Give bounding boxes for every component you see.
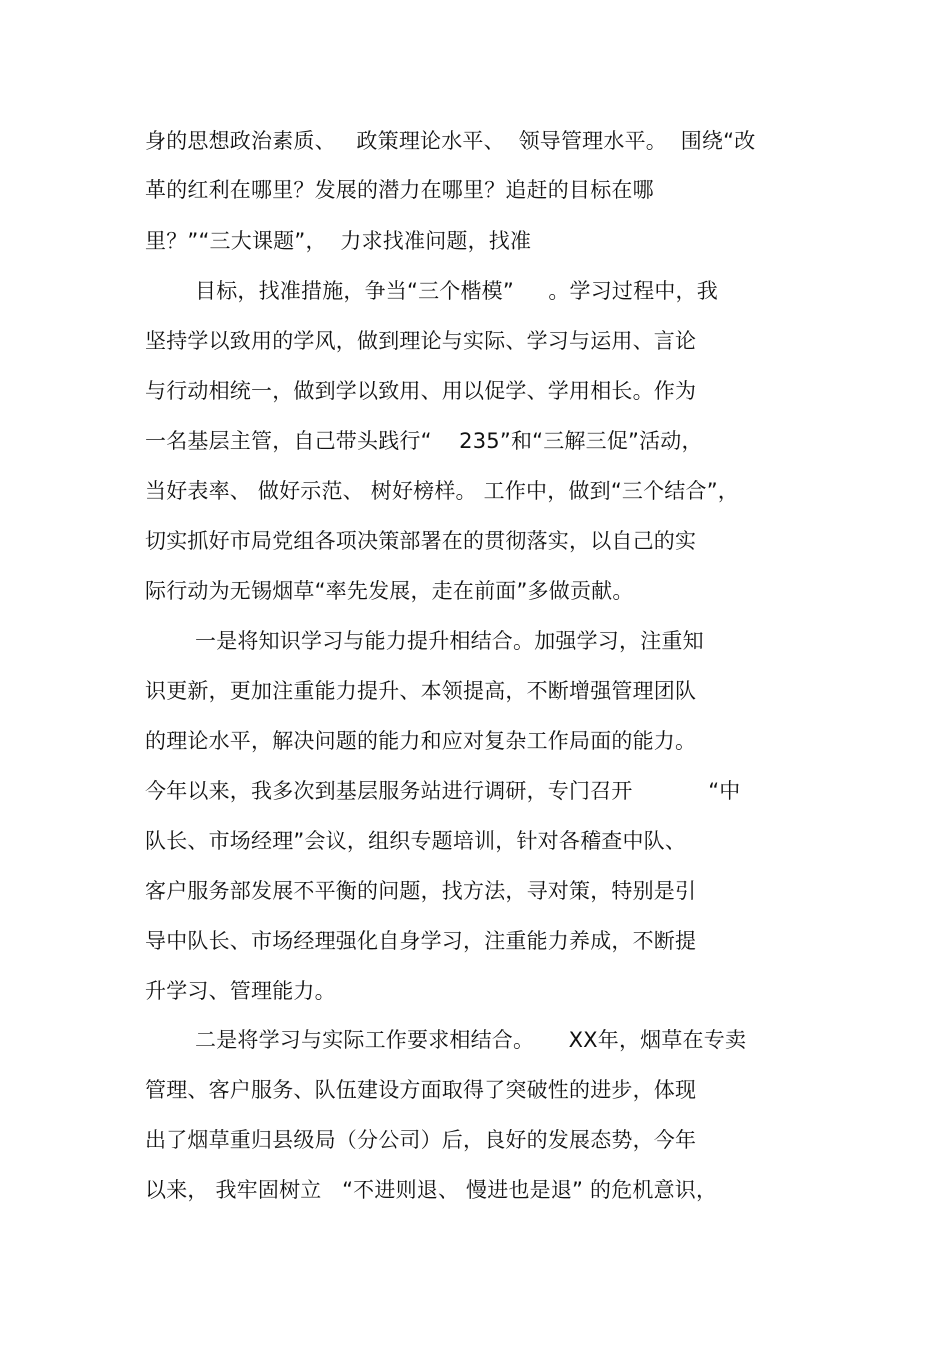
- text-line: 目标，找准措施，争当“三个楷模” 。学习过程中，我: [195, 279, 718, 303]
- text-line: 坚持学以致用的学风，做到理论与实际、学习与运用、言论: [145, 329, 697, 353]
- text-line: 今年以来，我多次到基层服务站进行调研，专门召开 “中: [145, 779, 741, 803]
- text-line: 当好表率、 做好示范、 树好榜样。 工作中，做到“三个结合”，: [145, 479, 739, 503]
- text-line: 际行动为无锡烟草“率先发展，走在前面”多做贡献。: [145, 579, 634, 603]
- text-line: 队长、市场经理”会议，组织专题培训，针对各稽查中队、: [145, 829, 687, 853]
- text-line: 以来， 我牢固树立 “不进则退、 慢进也是退” 的危机意识，: [145, 1178, 718, 1202]
- text-line: 识更新，更加注重能力提升、本领提高，不断增强管理团队: [145, 679, 697, 703]
- text-line: 客户服务部发展不平衡的问题，找方法，寻对策，特别是引: [145, 879, 697, 903]
- text-line: 导中队长、市场经理强化自身学习，注重能力养成，不断提: [145, 929, 697, 953]
- text-line: 升学习、管理能力。: [145, 979, 336, 1003]
- text-line: 的理论水平，解决问题的能力和应对复杂工作局面的能力。: [145, 729, 697, 753]
- paragraph-start: 一是将知识学习与能力提升相结合。加强学习，注重知: [195, 629, 704, 653]
- text-line: 身的思想政治素质、 政策理论水平、 领导管理水平。 围绕“改: [145, 129, 756, 153]
- text-line: 出了烟草重归县级局（分公司）后，良好的发展态势，今年: [145, 1128, 697, 1152]
- text-line: 一名基层主管，自己带头践行“ 235”和“三解三促”活动，: [145, 429, 703, 453]
- text-line: 与行动相统一，做到学以致用、用以促学、学用相长。作为: [145, 379, 697, 403]
- text-line: 里？”“三大课题”， 力求找准问题，找准: [145, 229, 532, 253]
- paragraph-start: 二是将学习与实际工作要求相结合。 XX年，烟草在专卖: [195, 1028, 747, 1052]
- text-line: 切实抓好市局党组各项决策部署在的贯彻落实，以自己的实: [145, 529, 697, 553]
- text-line: 革的红利在哪里？发展的潜力在哪里？追赶的目标在哪: [145, 178, 654, 202]
- text-line: 管理、客户服务、队伍建设方面取得了突破性的进步，体现: [145, 1078, 697, 1102]
